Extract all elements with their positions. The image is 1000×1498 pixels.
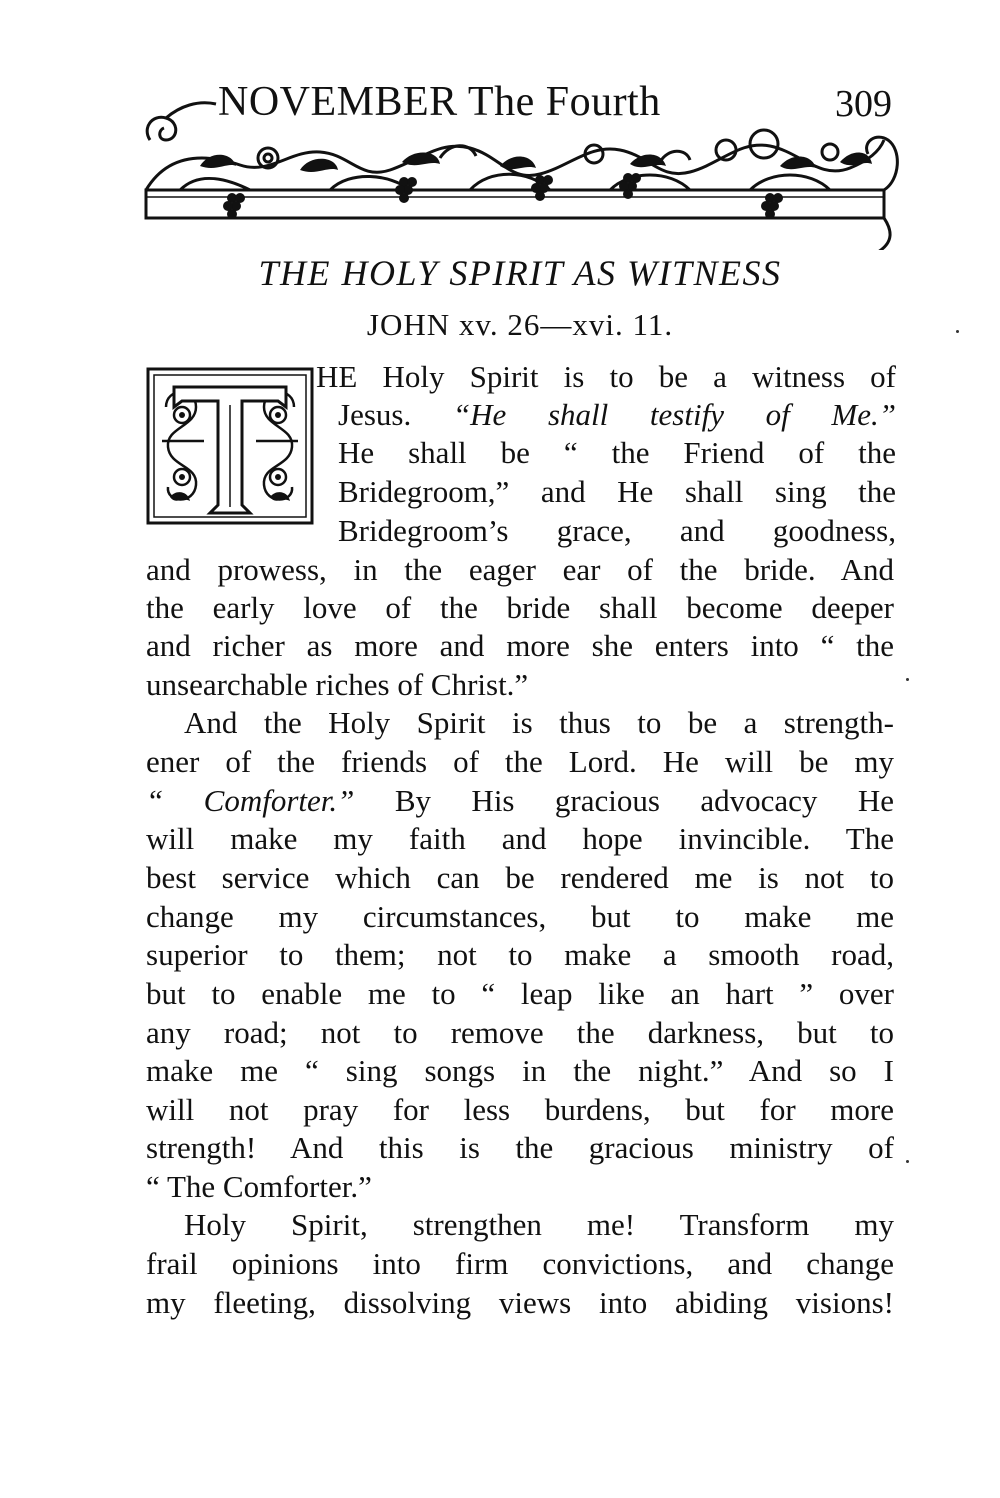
text-line: HE Holy Spirit is to be a witness of — [316, 359, 896, 394]
text-line: make me “ sing songs in the night.” And so I — [146, 1053, 894, 1088]
page-header-title: NOVEMBER The Fourth — [218, 79, 661, 125]
text-line: my fleeting, dissolving views into abiding visions! — [146, 1285, 894, 1320]
text-line: best service which can be rendered me is not to — [146, 860, 894, 895]
text-line: and richer as more and more she enters into “ the — [146, 628, 894, 663]
scan-speck — [956, 330, 959, 333]
scan-speck — [906, 1160, 909, 1163]
text-line: He shall be “ the Friend of the — [338, 435, 896, 470]
text-line: the early love of the bride shall become deeper — [146, 590, 894, 625]
text-line: Bridegroom’s grace, and goodness, — [338, 513, 896, 548]
page-header — [140, 70, 900, 250]
text-line: will not pray for less burdens, but for more — [146, 1092, 894, 1127]
text-line: And the Holy Spirit is thus to be a strength- — [184, 705, 894, 740]
ornamental-drop-cap-icon — [146, 367, 314, 525]
text-line: Bridegroom,” and He shall sing the — [338, 474, 896, 509]
text-line: but to enable me to “ leap like an hart ” over — [146, 976, 894, 1011]
text-line: Holy Spirit, strengthen me! Transform my — [184, 1207, 894, 1242]
text-line — [146, 782, 894, 820]
text-line: unsearchable riches of Christ.” — [146, 667, 529, 702]
text-line: any road; not to remove the darkness, but to — [146, 1015, 894, 1050]
scripture-reference: JOHN xv. 26—xvi. 11. — [366, 307, 674, 342]
text-span: By His gracious advocacy He — [354, 783, 894, 818]
text-line — [338, 396, 896, 434]
scan-speck — [906, 678, 909, 681]
text-line: strength! And this is the gracious ministry of — [146, 1130, 894, 1165]
text-line: and prowess, in the eager ear of the bride. And — [146, 552, 894, 587]
text-span: Jesus. — [338, 397, 453, 432]
chapter-title: THE HOLY SPIRIT AS WITNESS — [258, 253, 782, 293]
text-line: will make my faith and hope invincible. The — [146, 821, 894, 856]
text-line: “ The Comforter.” — [146, 1169, 372, 1204]
text-line: ener of the friends of the Lord. He will be my — [146, 744, 894, 779]
page-number: 309 — [835, 83, 892, 125]
comforter-italic: “ Comforter.” — [146, 783, 355, 818]
text-line: frail opinions into firm convictions, and change — [146, 1246, 894, 1281]
quoted-scripture: “He shall testify of Me.” — [452, 397, 896, 432]
text-line: change my circumstances, but to make me — [146, 899, 894, 934]
text-line: superior to them; not to make a smooth road, — [146, 937, 894, 972]
